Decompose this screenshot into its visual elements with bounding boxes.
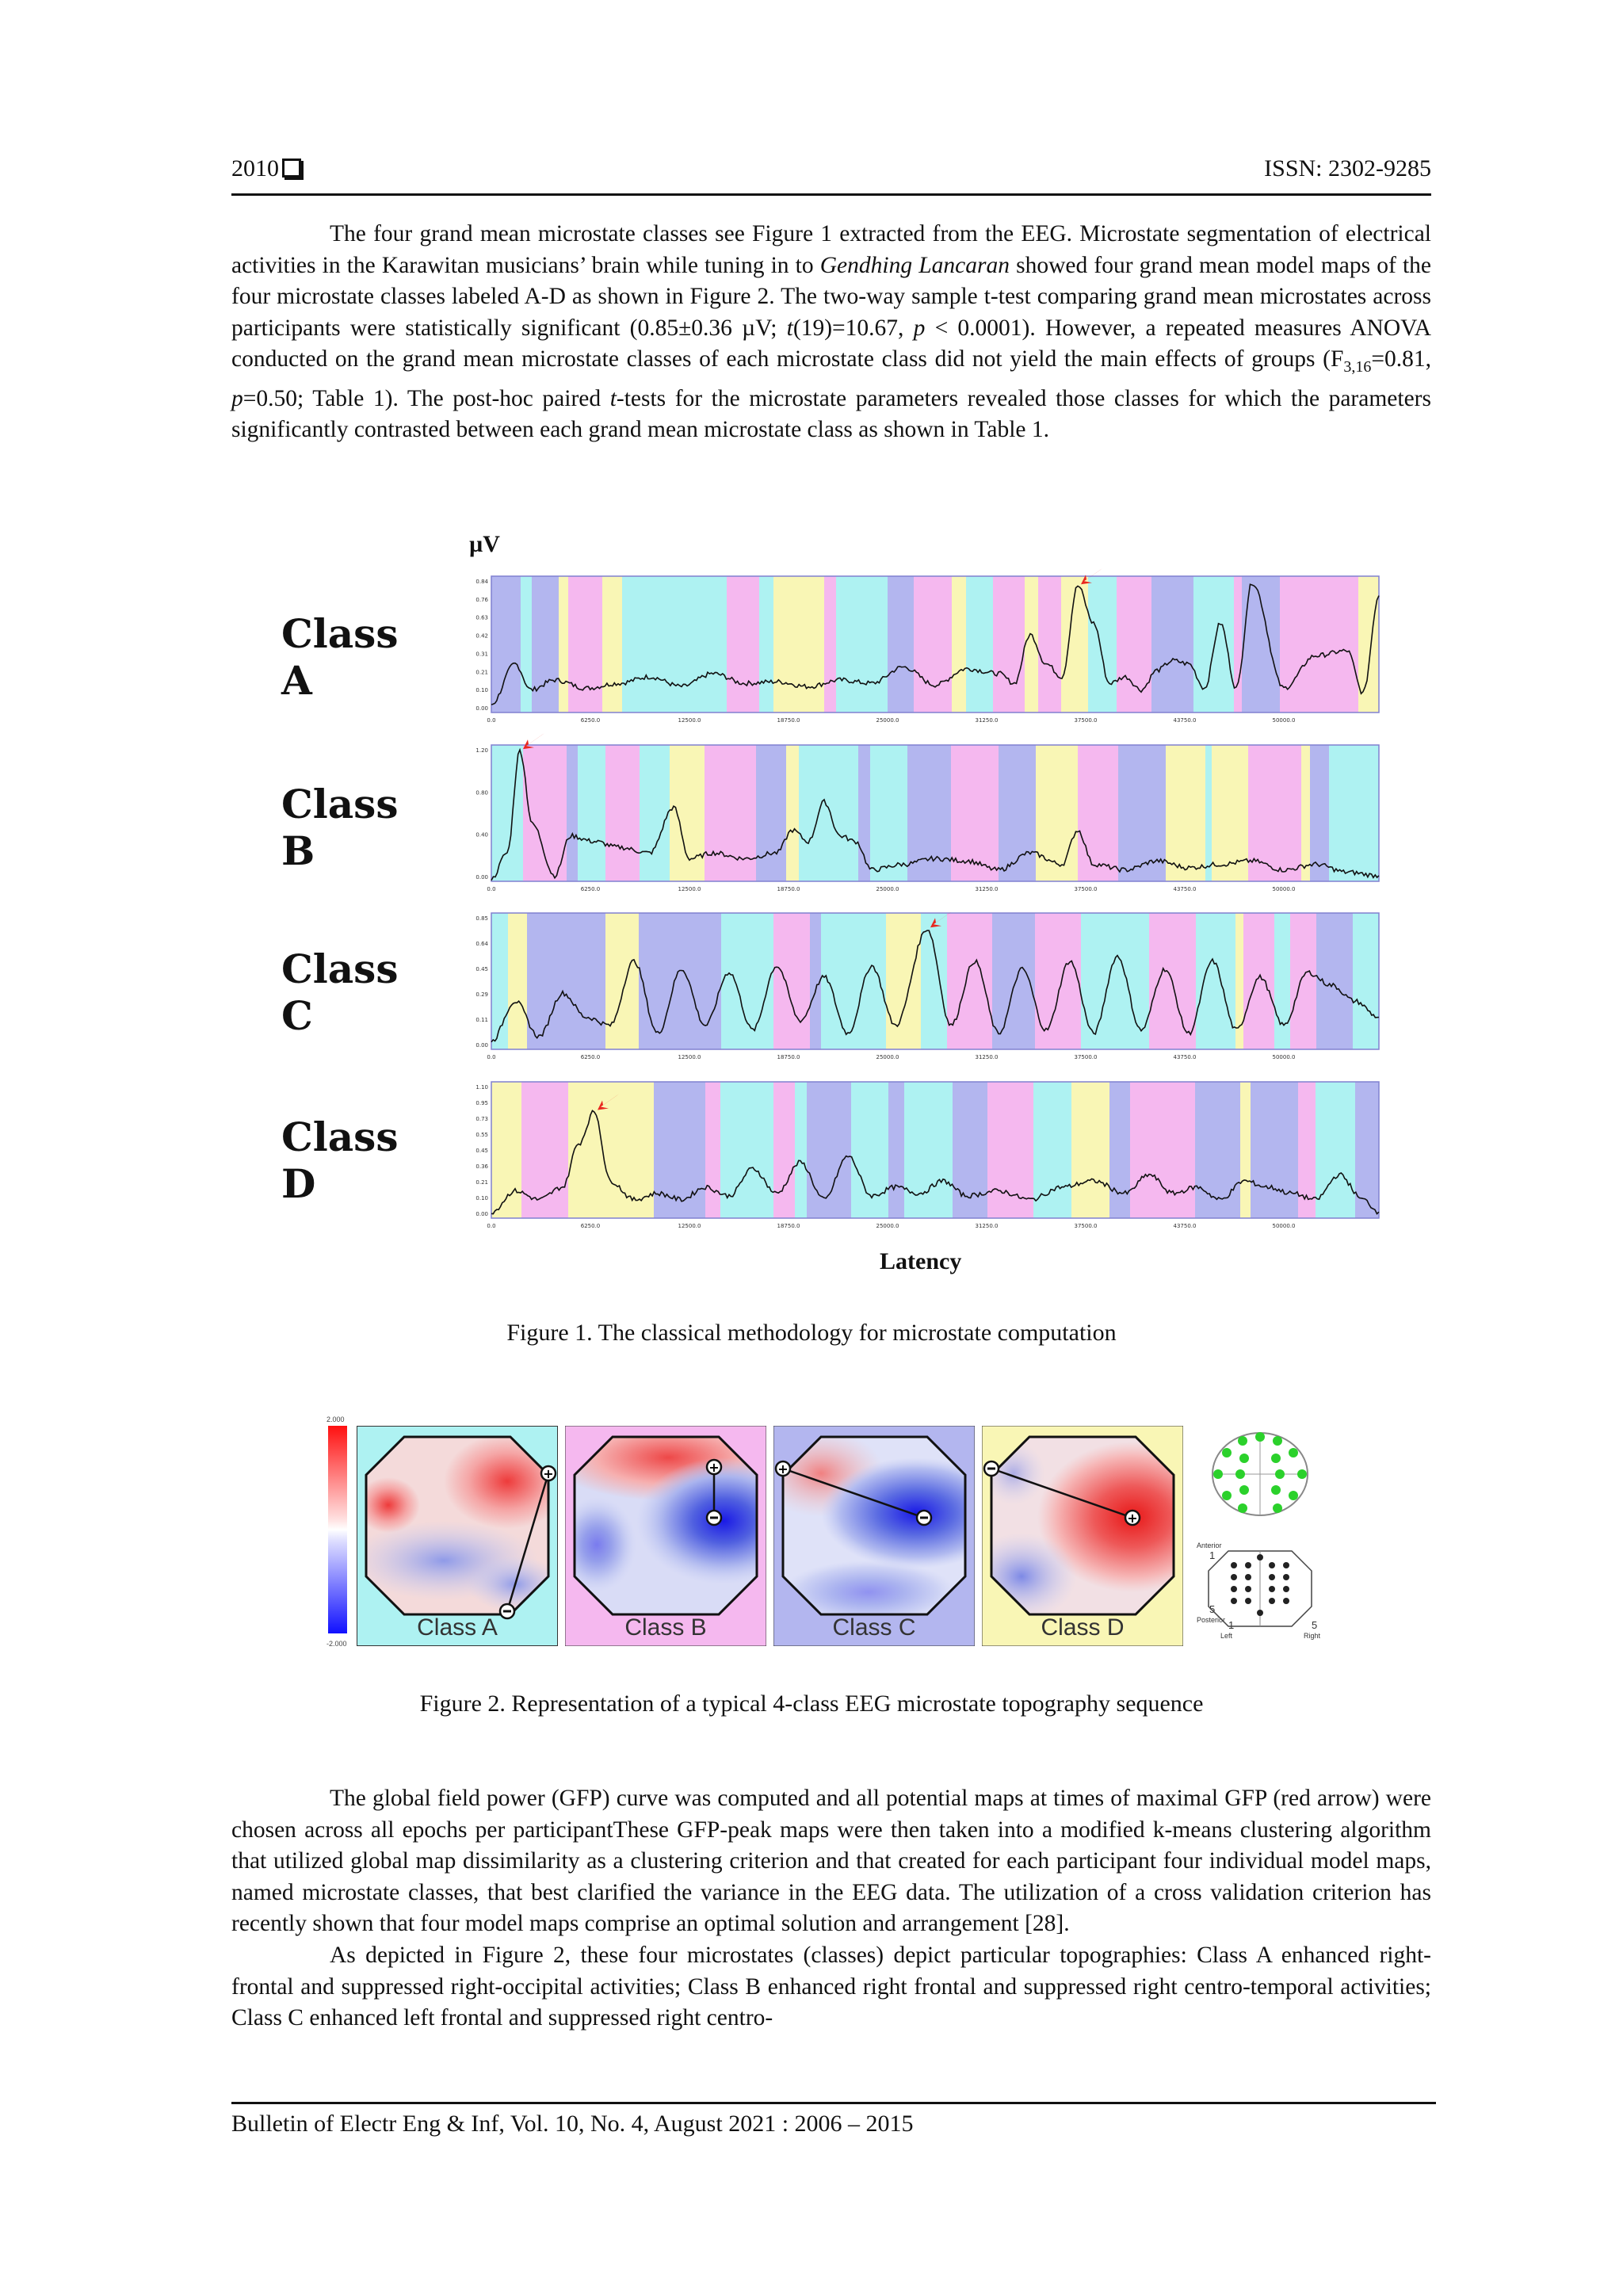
state-segment <box>1327 1082 1355 1218</box>
state-segment <box>952 576 966 712</box>
page-footer: Bulletin of Electr Eng & Inf, Vol. 10, No. 4, August 2021 : 2006 – 2015 <box>231 2102 1436 2137</box>
state-segment <box>914 576 952 712</box>
x-tick-label: 50000.0 <box>1272 1223 1296 1229</box>
state-segment <box>993 576 1025 712</box>
state-segment <box>659 576 689 712</box>
x-tick-label: 0.0 <box>487 1054 496 1060</box>
state-segment <box>1130 1082 1170 1218</box>
state-segment <box>568 576 602 712</box>
svg-text:+: + <box>708 1460 720 1475</box>
state-segment <box>605 745 640 881</box>
state-segment <box>1109 1082 1130 1218</box>
state-segment <box>987 1082 1012 1218</box>
y-tick-label: 0.45 <box>475 1148 488 1154</box>
x-tick-label: 50000.0 <box>1272 1054 1296 1060</box>
state-segment <box>786 745 799 881</box>
state-segment <box>567 745 578 881</box>
header-issn: ISSN: 2302-9285 <box>1264 155 1431 181</box>
color-scale <box>325 1415 357 1652</box>
gfp-charts <box>460 531 1395 1244</box>
state-segment <box>1353 913 1379 1049</box>
state-segment <box>1151 576 1193 712</box>
state-segment <box>888 576 914 712</box>
x-tick-label: 50000.0 <box>1272 717 1296 724</box>
state-segment <box>1310 745 1329 881</box>
y-tick-label: 0.55 <box>475 1132 488 1138</box>
svg-text:+: + <box>1127 1511 1138 1526</box>
state-segment <box>689 576 727 712</box>
state-segment <box>592 745 605 881</box>
y-tick-label: 0.73 <box>475 1116 488 1122</box>
state-segment <box>759 576 773 712</box>
state-segment <box>824 576 836 712</box>
header-year: 2010 <box>231 155 301 182</box>
state-segment <box>947 913 992 1049</box>
figure-2-caption: Figure 2. Representation of a typical 4-class EEG microstate topography sequence <box>419 1690 1204 1717</box>
state-segment <box>992 913 1035 1049</box>
y-tick-label: 0.00 <box>475 1042 488 1049</box>
state-segment <box>1251 1082 1298 1218</box>
paragraph-gfp <box>231 1783 1431 2034</box>
state-segment <box>836 576 888 712</box>
state-segment <box>491 576 521 712</box>
state-segment <box>1240 1082 1251 1218</box>
x-tick-label: 43750.0 <box>1173 886 1197 892</box>
x-tick-label: 25000.0 <box>876 1223 899 1229</box>
state-segment <box>1193 576 1206 712</box>
state-segment <box>773 913 810 1049</box>
paragraph-intro <box>231 219 1431 446</box>
state-segment <box>670 745 705 881</box>
page-header <box>231 155 1431 196</box>
x-axis-label: Latency <box>880 1248 962 1274</box>
state-segment <box>1205 745 1212 881</box>
state-segment <box>1220 913 1235 1049</box>
y-tick-label: 0.63 <box>475 614 488 621</box>
y-tick-label: 0.85 <box>475 915 488 922</box>
state-segment <box>1206 576 1234 712</box>
state-segment <box>907 745 951 881</box>
x-tick-label: 25000.0 <box>876 886 899 892</box>
topomap-class-c <box>773 1426 975 1646</box>
y-tick-label: 0.45 <box>475 966 488 972</box>
topomap-class-d <box>982 1426 1183 1646</box>
class-d-title: Class D <box>281 1114 399 1207</box>
x-tick-label: 31250.0 <box>975 717 999 724</box>
y-tick-label: 0.40 <box>475 831 488 839</box>
x-tick-label: 37500.0 <box>1074 886 1098 892</box>
scale-min-label: -2.000 <box>327 1640 347 1648</box>
state-segment <box>851 1082 888 1218</box>
y-tick-label: 0.84 <box>475 579 488 585</box>
y-tick-label: 0.80 <box>475 789 488 797</box>
state-segment <box>795 1082 807 1218</box>
topomap-class-b <box>565 1426 766 1646</box>
x-tick-label: 25000.0 <box>876 1054 899 1060</box>
state-segment <box>830 745 858 881</box>
y-tick-label: 0.11 <box>475 1017 488 1023</box>
topomap-label: Class A <box>417 1614 498 1641</box>
y-tick-label: 0.21 <box>475 1179 488 1186</box>
x-tick-label: 31250.0 <box>975 886 999 892</box>
state-segment <box>1242 576 1280 712</box>
layout-label-left: Left <box>1220 1632 1233 1640</box>
state-segment <box>640 745 670 881</box>
figure-2 <box>325 1415 1363 1652</box>
layout-label-right: Right <box>1304 1632 1321 1640</box>
state-segment <box>527 913 564 1049</box>
x-tick-label: 31250.0 <box>975 1054 999 1060</box>
layout-num-top: 1 <box>1209 1549 1216 1561</box>
square-icon <box>282 159 301 178</box>
state-segment <box>559 576 568 712</box>
layout-num-left: 1 <box>1228 1619 1235 1631</box>
x-tick-label: 6250.0 <box>580 886 601 892</box>
x-tick-label: 43750.0 <box>1173 1223 1197 1229</box>
x-tick-label: 0.0 <box>487 1223 496 1229</box>
state-segment <box>921 913 947 1049</box>
state-segment <box>1316 1082 1327 1218</box>
state-segment <box>858 745 870 881</box>
state-segment <box>1329 745 1379 881</box>
state-segment <box>1235 913 1243 1049</box>
state-segment <box>521 1082 568 1218</box>
y-tick-label: 0.00 <box>475 705 488 712</box>
y-tick-label: 0.64 <box>475 941 488 947</box>
x-tick-label: 0.0 <box>487 886 496 892</box>
topomap-label: Class B <box>624 1614 707 1641</box>
x-tick-label: 37500.0 <box>1074 1223 1098 1229</box>
state-segment <box>1038 576 1061 712</box>
state-segment <box>886 913 921 1049</box>
state-segment <box>1071 1082 1109 1218</box>
state-segment <box>773 1082 795 1218</box>
state-segment <box>670 913 721 1049</box>
x-tick-label: 12500.0 <box>678 1223 701 1229</box>
state-segment <box>523 745 537 881</box>
state-segment <box>920 1082 953 1218</box>
svg-text:+: + <box>543 1466 554 1481</box>
state-segment <box>951 745 999 881</box>
x-tick-label: 50000.0 <box>1272 886 1296 892</box>
state-segment <box>1316 913 1353 1049</box>
state-segment <box>756 745 786 881</box>
x-tick-label: 18750.0 <box>777 886 800 892</box>
state-segment <box>605 913 639 1049</box>
y-tick-label: 0.10 <box>475 1195 488 1201</box>
state-segment <box>1088 576 1117 712</box>
state-segment <box>705 745 756 881</box>
x-tick-label: 43750.0 <box>1173 717 1197 724</box>
state-segment <box>865 913 886 1049</box>
state-segment <box>1274 913 1290 1049</box>
state-segment <box>1117 576 1151 712</box>
electrode-layout <box>1197 1415 1355 1652</box>
state-segment <box>727 576 759 712</box>
y-tick-label: 0.95 <box>475 1100 488 1106</box>
x-tick-label: 43750.0 <box>1173 1054 1197 1060</box>
state-segment <box>870 745 907 881</box>
layout-label-anterior: Anterior <box>1197 1541 1222 1549</box>
y-tick-label: 1.10 <box>475 1084 488 1091</box>
state-segment <box>773 576 824 712</box>
layout-num-right: 5 <box>1312 1619 1318 1631</box>
figure-1 <box>281 531 1395 1284</box>
layout-label-posterior: Posterior <box>1197 1616 1226 1624</box>
y-tick-label: 0.36 <box>475 1163 488 1170</box>
state-segment <box>564 913 605 1049</box>
state-segment <box>705 1082 720 1218</box>
state-segment <box>1170 1082 1195 1218</box>
state-segment <box>568 1082 619 1218</box>
y-unit-label: µV <box>469 531 500 557</box>
state-segment <box>578 745 592 881</box>
state-segment <box>532 576 559 712</box>
figure-1-caption: Figure 1. The classical methodology for microstate computation <box>506 1320 1117 1346</box>
state-segment <box>1358 576 1379 712</box>
state-segment <box>1196 913 1220 1049</box>
x-tick-label: 6250.0 <box>580 1054 601 1060</box>
topomap-label: Class D <box>1041 1614 1125 1641</box>
x-tick-label: 37500.0 <box>1074 1054 1098 1060</box>
state-segment <box>619 1082 654 1218</box>
y-tick-label: 0.31 <box>475 651 488 658</box>
x-tick-label: 0.0 <box>487 717 496 724</box>
class-c-title: Class C <box>281 946 399 1039</box>
state-segment <box>966 576 993 712</box>
state-segment <box>721 913 773 1049</box>
x-tick-label: 12500.0 <box>678 886 701 892</box>
state-segment <box>807 1082 851 1218</box>
state-segment <box>508 913 527 1049</box>
y-tick-label: 0.00 <box>475 874 488 881</box>
state-segment <box>1048 913 1081 1049</box>
state-segment <box>1243 913 1274 1049</box>
y-tick-label: 1.20 <box>475 747 488 754</box>
x-tick-label: 18750.0 <box>777 1223 800 1229</box>
state-segment <box>1078 745 1118 881</box>
state-segment <box>537 745 567 881</box>
x-tick-label: 12500.0 <box>678 717 701 724</box>
state-segment <box>904 1082 920 1218</box>
state-segment <box>622 576 659 712</box>
x-tick-label: 25000.0 <box>876 717 899 724</box>
class-a-title: Class A <box>281 610 399 704</box>
y-tick-label: 0.10 <box>475 687 488 694</box>
state-segment <box>1301 745 1310 881</box>
x-tick-label: 18750.0 <box>777 1054 800 1060</box>
state-segment <box>1036 745 1078 881</box>
state-segment <box>602 576 622 712</box>
y-tick-label: 0.42 <box>475 632 488 640</box>
state-segment <box>1081 913 1130 1049</box>
scale-max-label: 2.000 <box>327 1415 345 1423</box>
state-segment <box>1071 576 1088 712</box>
y-tick-label: 0.29 <box>475 991 488 998</box>
state-segment <box>1061 576 1071 712</box>
x-tick-label: 6250.0 <box>580 717 601 724</box>
state-segment <box>799 745 830 881</box>
class-b-title: Class B <box>281 781 399 874</box>
y-tick-label: 0.76 <box>475 596 488 603</box>
x-tick-label: 6250.0 <box>580 1223 601 1229</box>
state-segment <box>728 1082 773 1218</box>
layout-num-bottom: 5 <box>1209 1603 1216 1615</box>
state-segment <box>888 1082 904 1218</box>
state-segment <box>1290 913 1316 1049</box>
y-tick-label: 0.00 <box>475 1211 488 1217</box>
svg-text:+: + <box>777 1461 789 1477</box>
x-tick-label: 12500.0 <box>678 1054 701 1060</box>
x-tick-label: 31250.0 <box>975 1223 999 1229</box>
x-tick-label: 37500.0 <box>1074 717 1098 724</box>
state-segment <box>1234 576 1242 712</box>
topomap-label: Class C <box>832 1614 916 1641</box>
paragraph-text: The global field power (GFP) curve was computed and all potential maps at times of maximal GFP (red arrow) were chosen across all epochs per participantThese GFP-peak maps were then taken into a modified k-means clustering algorithm that utilized global map dissimilarity as a clustering criterion and that created for each participant four individual model maps, named microstate classes, that best clarified the variance in the EEG data. The utilization of a cross validation criterion has recently shown that four model maps comprise an optimal solution and arrangement [28]. <box>231 1786 1431 1937</box>
state-segment <box>1166 745 1205 881</box>
state-segment <box>1331 576 1358 712</box>
paragraph-text: The four grand mean microstate classes see Figure 1 extracted from the EEG. Microstate segmentation of electrical activities in the Karawitan musicians’ brain while tuning in to Gendhing Lancaran showed four grand mean model maps of the four microstate classes labeled A-D as shown in Figure 2. The two-way sample t-test comparing grand mean microstates across participants were statistically significant (0.85±0.36 µV; t(19)=10.67, p < 0.0001). However, a repeated measures ANOVA conducted on the grand mean microstate classes of each microstate class did not yield the main effects of groups ($F_{3,16}=0.81$, p=0.50; Table 1). The post-hoc paired t-tests for the microstate parameters revealed those classes for which the parameters significantly contrasted between each grand mean microstate class as shown in Table 1. <box>231 221 1431 443</box>
x-tick-label: 18750.0 <box>777 717 800 724</box>
state-segment <box>1280 576 1331 712</box>
y-tick-label: 0.21 <box>475 669 488 676</box>
paragraph-text: As depicted in Figure 2, these four microstates (classes) depict particular topographies: Class A enhanced right-frontal and suppressed right-occipital activities; Class B enhanced right frontal and suppressed right centro-temporal activities; Class C enhanced left frontal and suppressed right centro- <box>231 1942 1431 2031</box>
topomap-class-a <box>357 1426 558 1646</box>
state-segment <box>521 576 532 712</box>
